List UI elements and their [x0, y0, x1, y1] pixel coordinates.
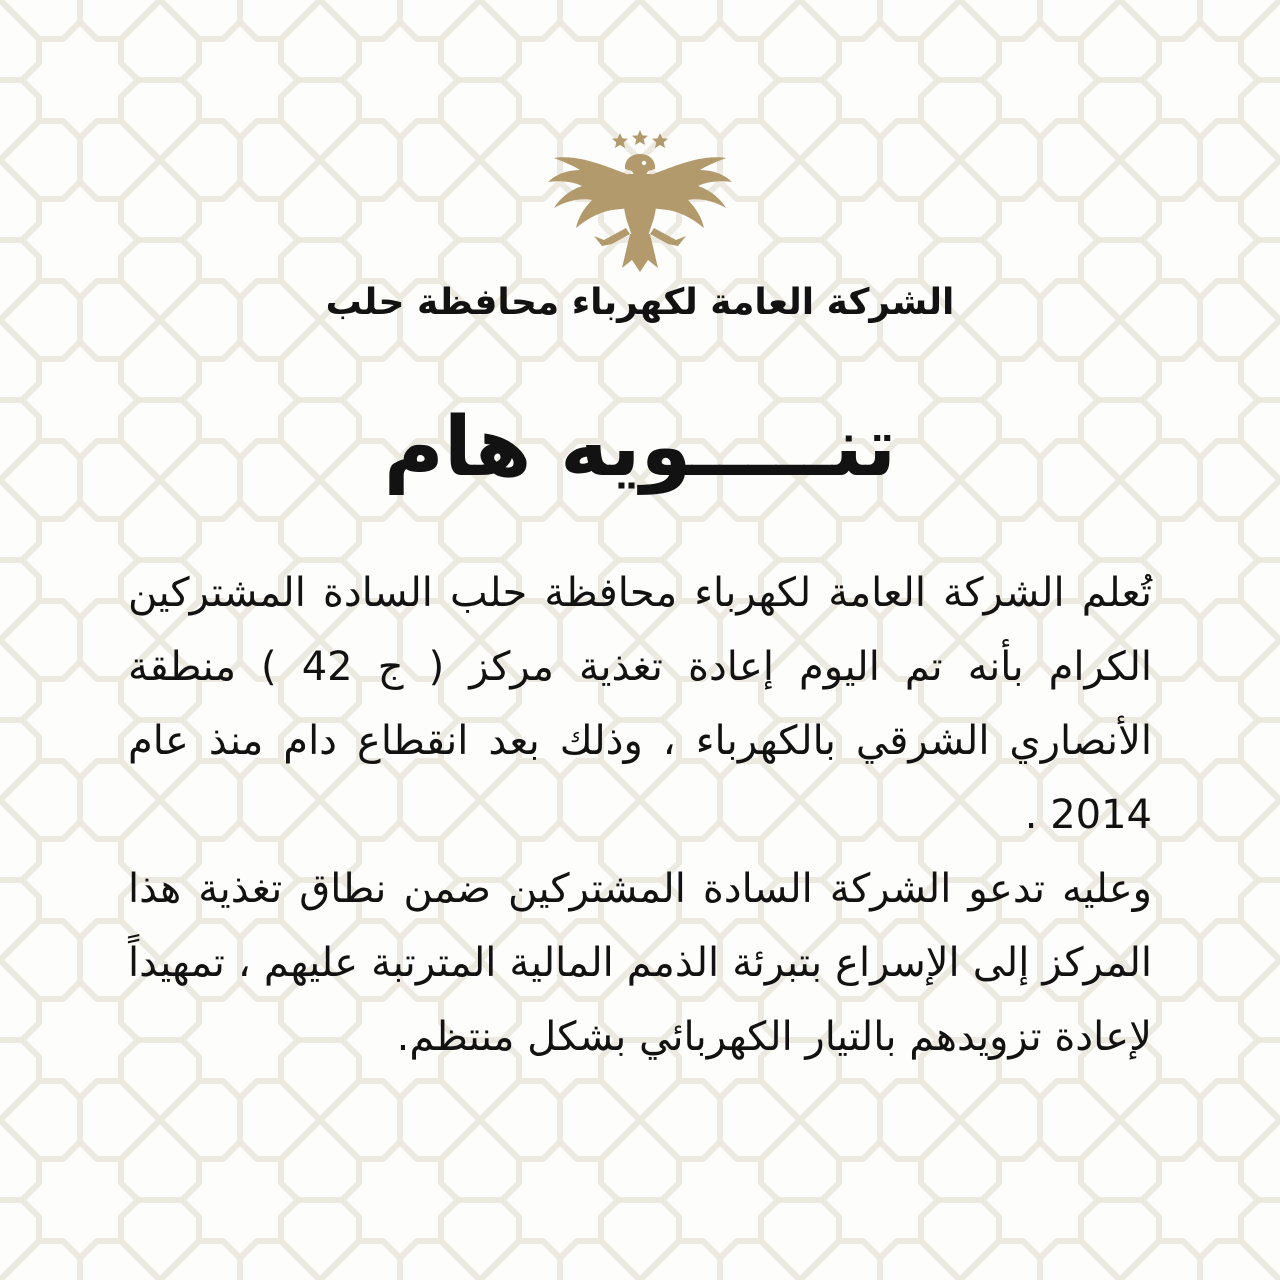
star-icon	[632, 130, 648, 145]
notice-paragraph-request: وعليه تدعو الشركة السادة المشتركين ضمن نطاق تغذية هذا المركز إلى الإسراع بتبرئة الذمم المالية المترتبة عليهم ، تمهيداً لإعادة تزويدهم بالتيار الكهربائي بشكل منتظم.	[128, 866, 1152, 1060]
eagle-emblem-icon	[540, 128, 740, 273]
notice-body	[128, 556, 1152, 1074]
star-icon	[612, 133, 628, 148]
star-icon	[652, 133, 668, 148]
organization-name: الشركة العامة لكهرباء محافظة حلب	[325, 282, 955, 323]
notice-paragraph-announcement: تُعلم الشركة العامة لكهرباء محافظة حلب السادة المشتركين الكرام بأنه تم اليوم إعادة تغذية مركز ( ج 42 ) منطقة الأنصاري الشرقي بالكهرباء ، وذلك بعد انقطاع دام منذ عام 2014 .	[128, 570, 1153, 838]
notice-title: تنـــــويه هام	[383, 400, 897, 495]
